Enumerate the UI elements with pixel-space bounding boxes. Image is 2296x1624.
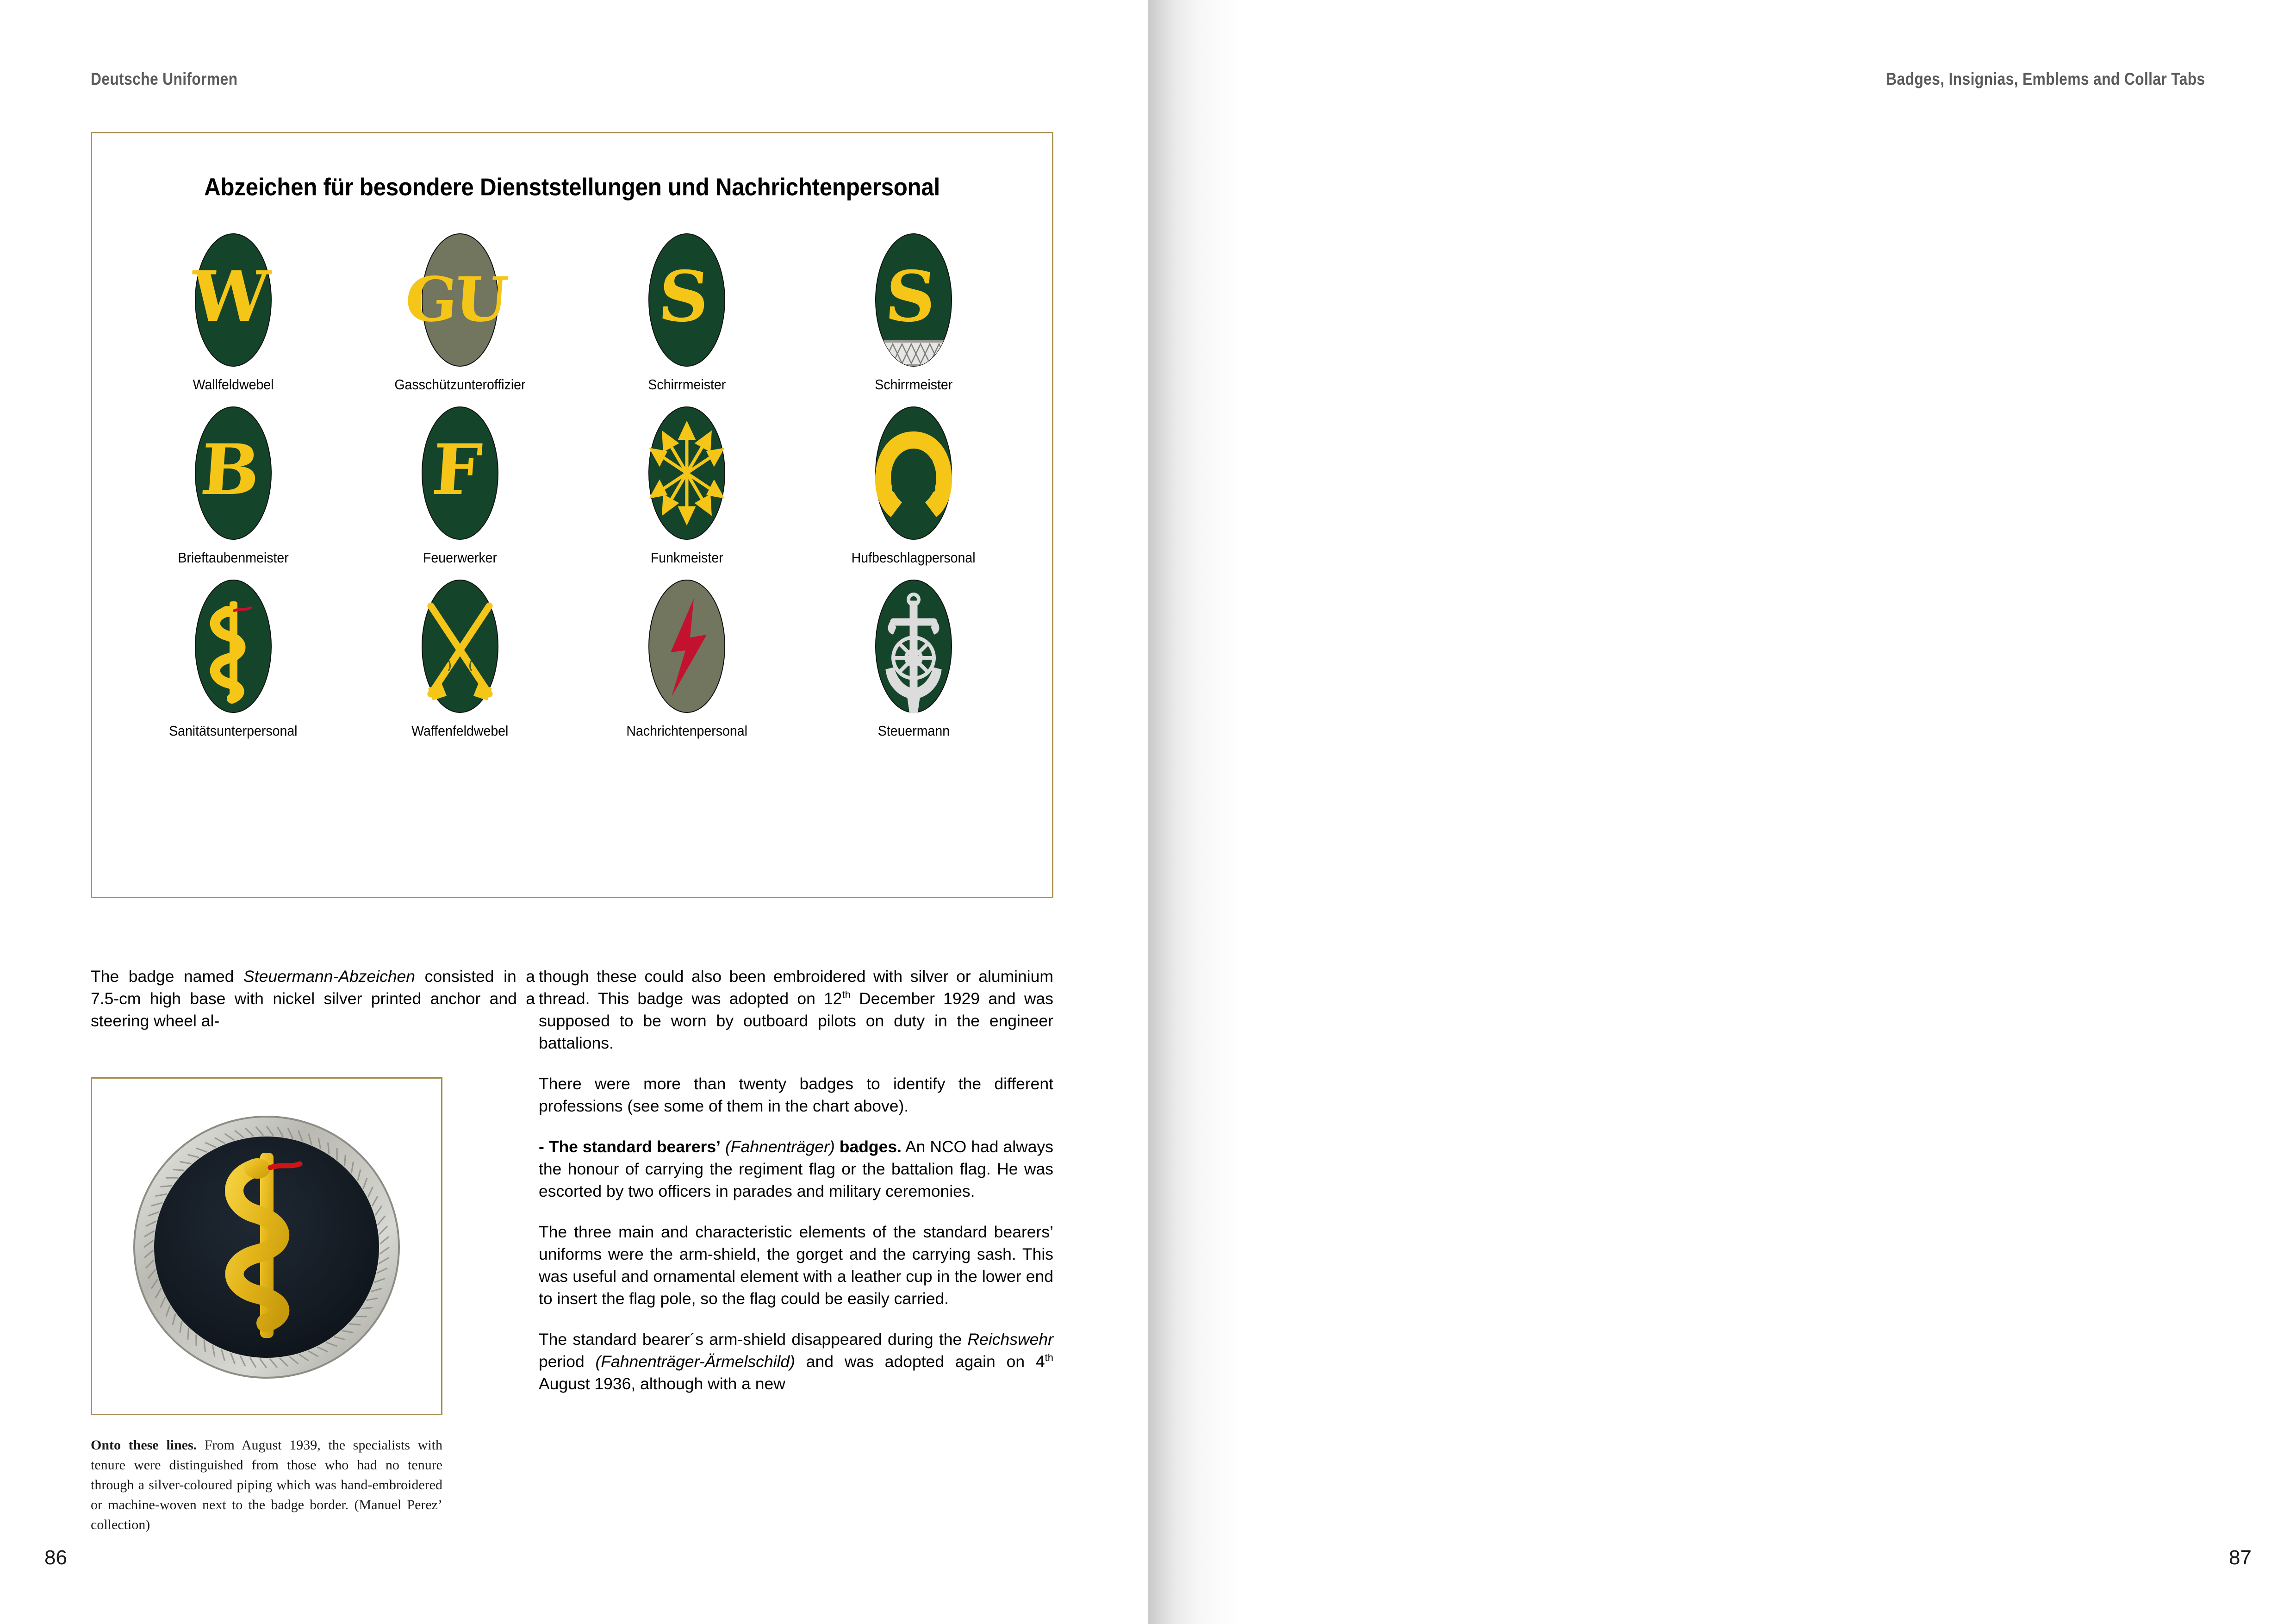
badge-oval-3: [846, 233, 981, 367]
badge-label: Waffenfeldwebel: [411, 723, 509, 739]
badge-oval-11: [846, 579, 981, 713]
badge-item-10: [573, 579, 800, 739]
badge-oval-10: [620, 579, 754, 713]
badge-item-2: [573, 233, 800, 393]
running-head-left: Deutsche Uniformen: [91, 69, 238, 88]
badge-item-5: [347, 406, 573, 566]
badge-item-11: [800, 579, 1027, 739]
badge-emblem: [846, 233, 981, 367]
badge-label: Hufbeschlagpersonal: [852, 550, 976, 566]
paragraph: The standard bearer´s arm-shield disappeared during the Reichswehr period (Fahnenträger-Ärmelschild) and was adopted again on 4th August 1936, although with a new: [539, 1330, 1054, 1393]
svg-text:B: B: [198, 429, 260, 511]
left-column-1: [91, 965, 535, 1032]
badge-oval-6: [620, 406, 754, 540]
badge-label: Steuermann: [877, 723, 950, 739]
left-column-2: [539, 965, 1053, 1395]
badge-item-0: [120, 233, 347, 393]
badge-oval-0: [166, 233, 300, 367]
running-head-right: Badges, Insignias, Emblems and Collar Tabs: [1886, 69, 2205, 88]
paragraph: - The standard bearers’ (Fahnenträger) badges. An NCO had always the honour of carrying the regiment flag or the battalion flag. He was escorted by two officers in parades and military ceremonies.: [539, 1137, 1053, 1200]
badge-oval-5: [393, 406, 527, 540]
badge-label: Funkmeister: [650, 550, 723, 566]
paragraph: The three main and characteristic elements of the standard bearers’ uniforms were the arm-shield, the gorget and the carrying sash. This was useful and ornamental element with a leather cup in the lower end to insert the flag pole, so the flag could be easily carried.: [539, 1223, 1053, 1308]
badge-label: Brieftaubenmeister: [178, 550, 289, 566]
badge-item-8: [120, 579, 347, 739]
badge-chart-title: Abzeichen für besondere Dienststellungen und Nachrichtenpersonal: [204, 174, 940, 201]
badge-label: Sanitätsunterpersonal: [169, 723, 298, 739]
svg-text:W: W: [188, 256, 269, 337]
svg-text:S: S: [883, 256, 936, 337]
medal-photo-art: [92, 1079, 441, 1414]
badge-item-1: [347, 233, 573, 393]
badge-item-4: [120, 406, 347, 566]
badge-oval-2: [620, 233, 754, 367]
badge-oval-1: [393, 233, 527, 367]
svg-text:GU: GU: [403, 264, 508, 336]
svg-text:S: S: [656, 256, 709, 337]
badge-emblem: [393, 406, 527, 540]
badge-label: Schirrmeister: [875, 376, 952, 393]
page-number-left: 86: [44, 1546, 67, 1569]
badge-emblem: [166, 406, 300, 540]
badge-emblem: [846, 579, 981, 713]
badge-oval-9: [393, 579, 527, 713]
badge-item-3: [800, 233, 1027, 393]
badge-label: Schirrmeister: [648, 376, 726, 393]
badge-label: Nachrichtenpersonal: [626, 723, 747, 739]
badge-emblem: [393, 233, 527, 367]
medical-badge-photo: [91, 1077, 442, 1415]
paragraph: though these could also been embroidered with silver or aluminium thread. This badge was adopted on 12th December 1929 and was supposed to be worn by outboard pilots on duty in the engineer battalions.: [539, 967, 1053, 1052]
badge-emblem: [166, 579, 300, 713]
medal-illustration: [118, 1098, 415, 1394]
badge-label: Wallfeldwebel: [193, 376, 274, 393]
badge-chart: [91, 132, 1053, 898]
badge-item-9: [347, 579, 573, 739]
badge-item-7: [800, 406, 1027, 566]
badge-label: Gasschützunteroffizier: [394, 376, 526, 393]
badge-emblem: [166, 233, 300, 367]
paragraph: There were more than twenty badges to identify the different professions (see some of them in the chart above).: [539, 1074, 1053, 1115]
page-right: [1148, 0, 2296, 1624]
badge-emblem: [620, 406, 754, 540]
medical-badge-caption: Onto these lines. From August 1939, the specialists with tenure were distinguished from those who had no tenure through a silver-coloured piping which was hand-embroidered or machine-woven next to the badge border. (Manuel Perez’ collection): [91, 1437, 442, 1532]
badge-emblem: [620, 579, 754, 713]
paragraph: The badge named Steuermann-Abzeichen consisted in a 7.5-cm high base with nickel silver printed anchor and a steering wheel al-: [91, 967, 535, 1030]
badge-emblem: [620, 233, 754, 367]
badge-oval-7: [846, 406, 981, 540]
badge-oval-8: [166, 579, 300, 713]
badge-label: Feuerwerker: [423, 550, 498, 566]
page-number-right: 87: [2229, 1546, 2252, 1569]
badge-emblem: [393, 579, 527, 713]
badge-oval-4: [166, 406, 300, 540]
badge-grid: [120, 233, 1027, 739]
badge-emblem: [846, 406, 981, 540]
badge-item-6: [573, 406, 800, 566]
svg-text:F: F: [429, 429, 482, 511]
